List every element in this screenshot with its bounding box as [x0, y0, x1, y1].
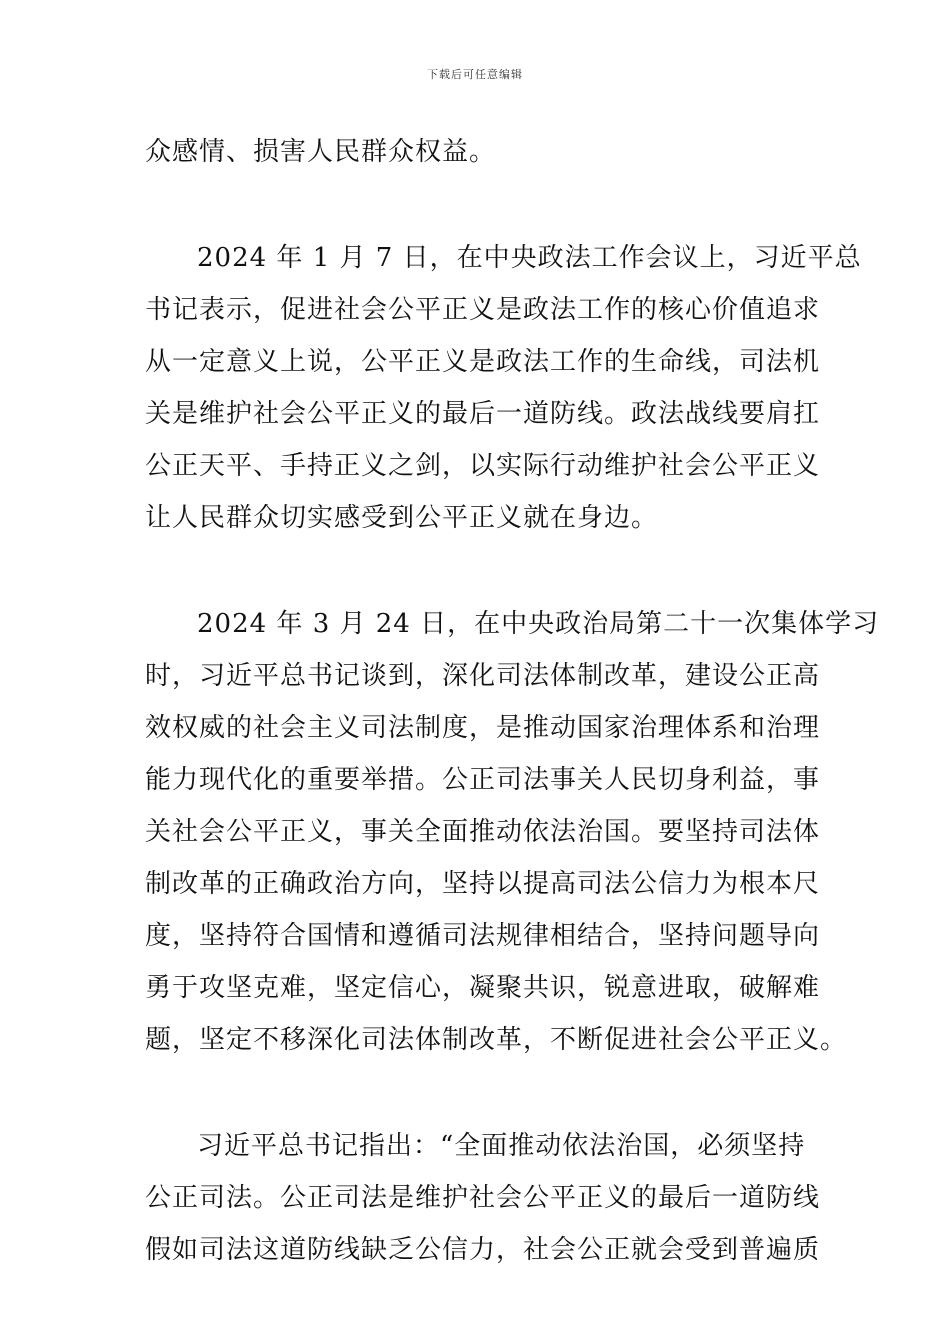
paragraph-4 — [145, 1120, 821, 1276]
paragraph-2 — [145, 232, 862, 544]
document-body — [145, 126, 880, 1330]
text-line: 关社会公平正义，事关全面推动依法治国。要坚持司法体 — [145, 817, 821, 847]
text-line: 众感情、损害人民群众权益。 — [145, 137, 497, 167]
text-line: 勇于攻坚克难，坚定信心，凝聚共识，锐意进取，破解难 — [145, 973, 821, 1003]
text-line: 能力现代化的重要举措。公正司法事关人民切身利益，事 — [145, 765, 821, 795]
text-line: 假如司法这道防线缺乏公信力，社会公正就会受到普遍质 — [145, 1235, 821, 1265]
text-line: 让人民群众切实感受到公平正义就在身边。 — [145, 503, 659, 533]
header-note: 下载后可任意编辑 — [427, 68, 523, 81]
text-line: 公正天平、手持正义之剑，以实际行动维护社会公平正义 — [145, 451, 821, 481]
text-line: 时，习近平总书记谈到，深化司法体制改革，建设公正高 — [145, 661, 821, 691]
text-line: 度，坚持符合国情和遵循司法规律相结合，坚持问题导向 — [145, 921, 821, 951]
text-line: 题，坚定不移深化司法体制改革，不断促进社会公平正义。 — [145, 1025, 848, 1055]
text-line: 从一定意义上说，公平正义是政法工作的生命线，司法机 — [145, 347, 821, 377]
text-line: 书记表示，促进社会公平正义是政法工作的核心价值追求 — [145, 295, 821, 325]
text-line: 2024 年 1 月 7 日，在中央政法工作会议上，习近平总 — [197, 243, 862, 273]
text-line: 2024 年 3 月 24 日，在中央政治局第二十一次集体学习 — [197, 609, 880, 639]
text-line: 习近平总书记指出：“全面推动依法治国，必须坚持 — [197, 1131, 806, 1161]
text-line: 关是维护社会公平正义的最后一道防线。政法战线要肩扛 — [145, 399, 821, 429]
paragraph-1 — [145, 126, 815, 178]
text-line: 效权威的社会主义司法制度，是推动国家治理体系和治理 — [145, 713, 821, 743]
text-line: 公正司法。公正司法是维护社会公平正义的最后一道防线 — [145, 1183, 821, 1213]
paragraph-3 — [145, 598, 880, 1066]
text-line: 制改革的正确政治方向，坚持以提高司法公信力为根本尺 — [145, 869, 821, 899]
